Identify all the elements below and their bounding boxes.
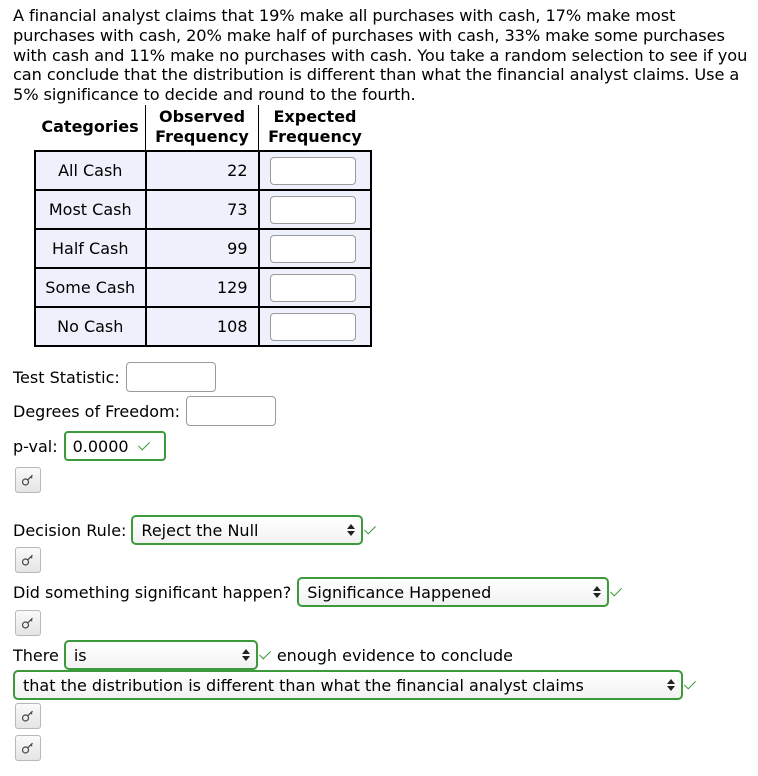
decision-select[interactable] bbox=[131, 515, 363, 545]
expected-cell bbox=[259, 307, 372, 346]
table-row bbox=[35, 151, 371, 190]
select-arrows-icon bbox=[667, 679, 675, 691]
observed-cell: 129 bbox=[146, 268, 259, 307]
expected-input-all-cash[interactable] bbox=[270, 157, 356, 185]
test-statistic-label: Test Statistic: bbox=[13, 367, 120, 387]
table-row bbox=[35, 190, 371, 229]
significance-select-value: Significance Happened bbox=[307, 582, 492, 602]
evidence-label: enough evidence to conclude bbox=[276, 645, 514, 665]
header-observed: Observed Frequency bbox=[146, 105, 259, 151]
observed-cell: 22 bbox=[146, 151, 259, 190]
expected-input-some-cash[interactable] bbox=[270, 274, 356, 302]
select-arrows-icon bbox=[347, 524, 355, 536]
category-cell: Most Cash bbox=[35, 190, 146, 229]
header-categories: Categories bbox=[35, 105, 146, 151]
test-statistic-input[interactable] bbox=[126, 362, 216, 392]
checkmark-icon bbox=[364, 522, 376, 534]
pval-row bbox=[13, 431, 166, 461]
there-label: There bbox=[13, 645, 59, 665]
significance-select[interactable] bbox=[297, 577, 609, 607]
table-row bbox=[35, 268, 371, 307]
frequency-table bbox=[34, 105, 372, 347]
decision-row bbox=[13, 515, 373, 545]
expected-cell bbox=[259, 190, 372, 229]
pval-input[interactable] bbox=[64, 431, 166, 461]
table-row bbox=[35, 307, 371, 346]
key-icon bbox=[21, 553, 35, 567]
key-button-4[interactable] bbox=[15, 703, 41, 729]
observed-cell: 108 bbox=[146, 307, 259, 346]
key-button-3[interactable] bbox=[15, 610, 41, 636]
question-prompt: A financial analyst claims that 19% make all purchases with cash, 17% make most purchases with cash, 20% make half of purchases with cash, 33% make some purchases with cash and 11% make no purchases with cash. You take a random selection to see if you can conclude that the distribution is different than what the financial analyst claims. Use a 5% significance to decide and round to the fourth. bbox=[13, 6, 748, 105]
checkmark-icon bbox=[684, 677, 696, 689]
observed-cell: 99 bbox=[146, 229, 259, 268]
category-cell: Half Cash bbox=[35, 229, 146, 268]
category-cell: No Cash bbox=[35, 307, 146, 346]
expected-cell bbox=[259, 268, 372, 307]
conclusion-row bbox=[13, 670, 693, 700]
category-cell: Some Cash bbox=[35, 268, 146, 307]
checkmark-icon bbox=[610, 584, 622, 596]
significance-label: Did something significant happen? bbox=[13, 582, 292, 602]
expected-input-most-cash[interactable] bbox=[270, 196, 356, 224]
pval-value: 0.0000 bbox=[72, 436, 129, 456]
dof-row bbox=[13, 396, 276, 426]
observed-cell: 73 bbox=[146, 190, 259, 229]
checkmark-icon bbox=[138, 438, 150, 450]
category-cell: All Cash bbox=[35, 151, 146, 190]
there-select-value: is bbox=[73, 645, 87, 665]
expected-input-half-cash[interactable] bbox=[270, 235, 356, 263]
conclusion-select-value: that the distribution is different than what the financial analyst claims bbox=[23, 675, 584, 695]
there-select[interactable] bbox=[64, 640, 258, 670]
table-row bbox=[35, 229, 371, 268]
test-statistic-row bbox=[13, 362, 216, 392]
key-icon bbox=[21, 709, 35, 723]
there-row bbox=[13, 640, 513, 670]
header-expected: Expected Frequency bbox=[259, 105, 372, 151]
decision-label: Decision Rule: bbox=[13, 520, 127, 540]
conclusion-select[interactable] bbox=[13, 670, 683, 700]
dof-label: Degrees of Freedom: bbox=[13, 401, 181, 421]
dof-input[interactable] bbox=[186, 396, 276, 426]
key-button-1[interactable] bbox=[15, 467, 41, 493]
key-icon bbox=[21, 473, 35, 487]
expected-cell bbox=[259, 229, 372, 268]
significance-row bbox=[13, 577, 619, 607]
select-arrows-icon bbox=[242, 649, 250, 661]
key-icon bbox=[21, 741, 35, 755]
expected-cell bbox=[259, 151, 372, 190]
key-button-5[interactable] bbox=[15, 735, 41, 761]
checkmark-icon bbox=[259, 647, 271, 659]
pval-label: p-val: bbox=[13, 436, 58, 456]
expected-input-no-cash[interactable] bbox=[270, 313, 356, 341]
key-button-2[interactable] bbox=[15, 547, 41, 573]
decision-select-value: Reject the Null bbox=[141, 520, 259, 540]
select-arrows-icon bbox=[593, 586, 601, 598]
key-icon bbox=[21, 616, 35, 630]
